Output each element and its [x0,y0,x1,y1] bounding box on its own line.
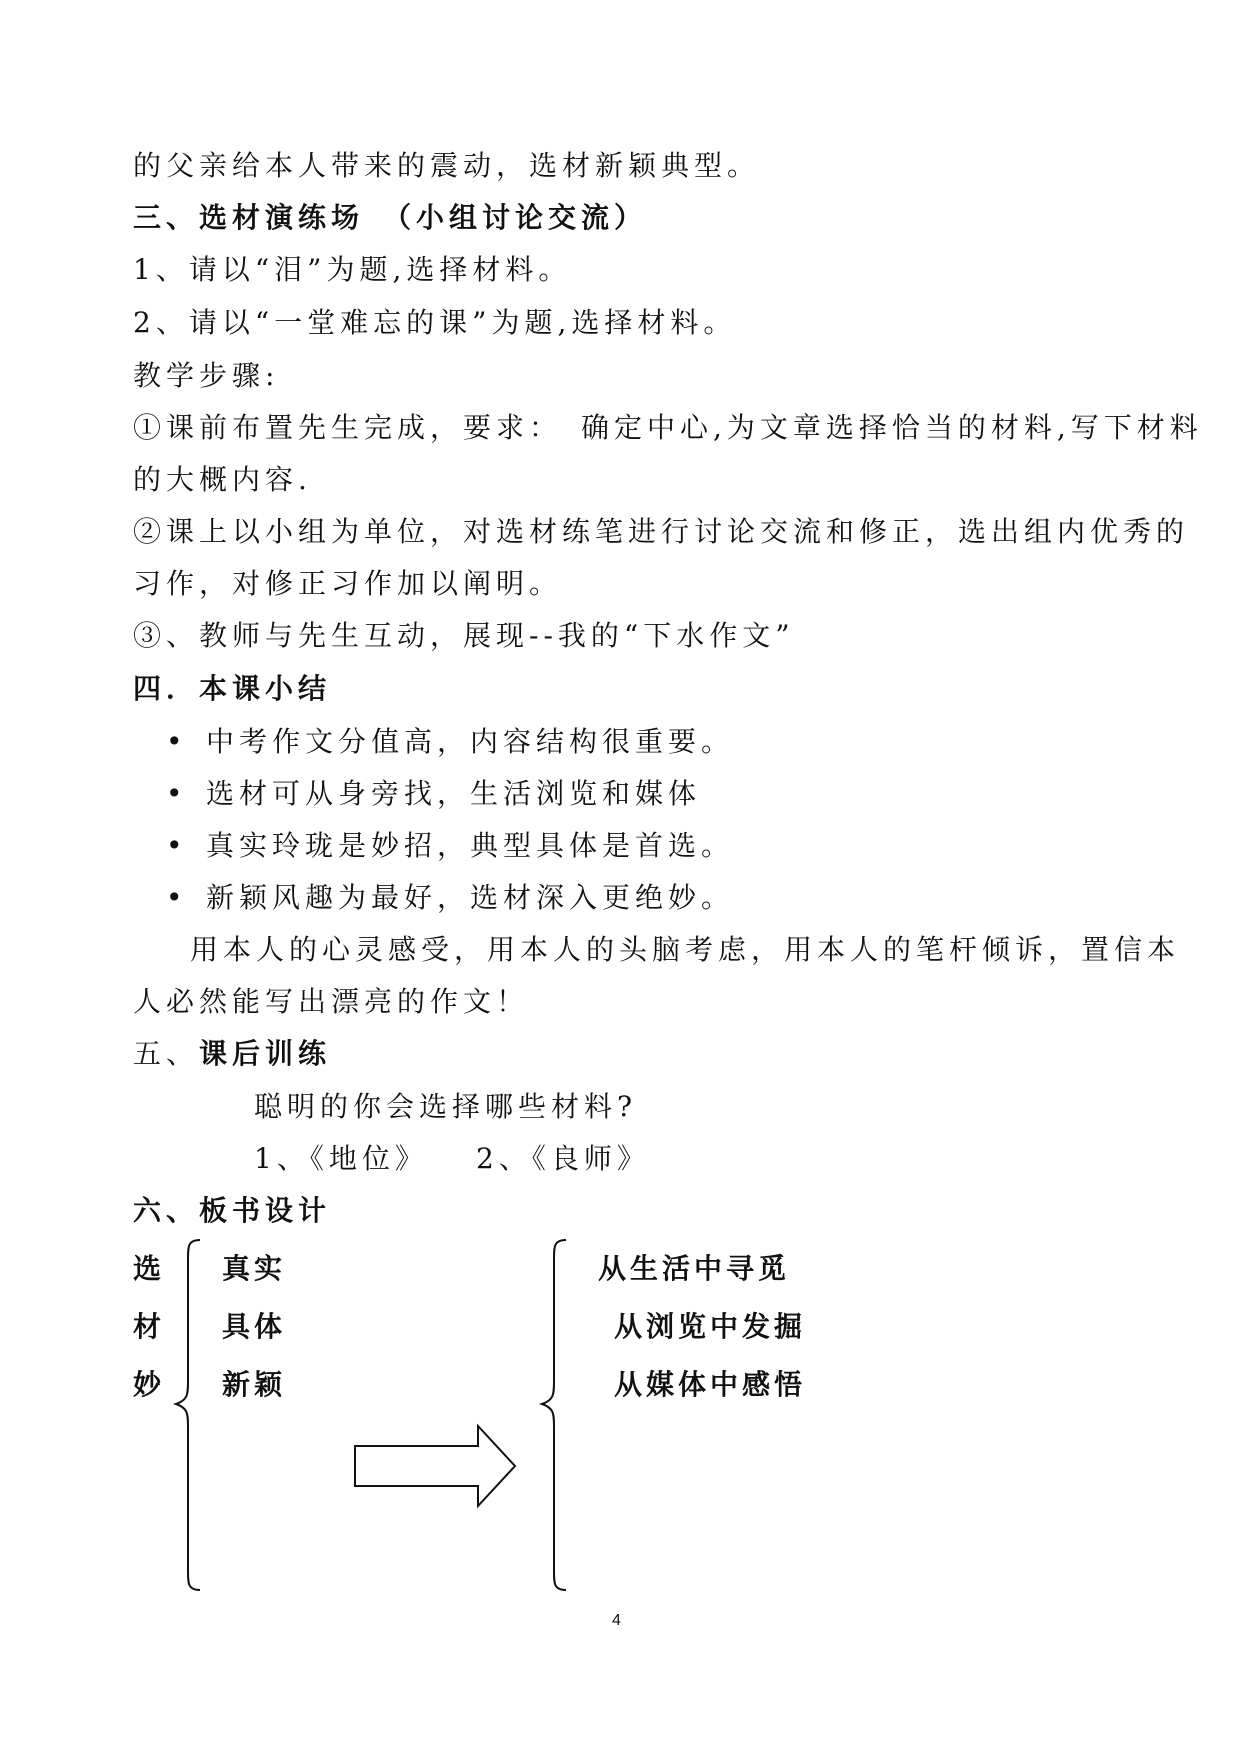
board-right-item: 从媒体中感悟 [614,1368,807,1401]
question-1: 1、请以“泪”为题,选择材料。 [133,253,572,286]
step-1-line-1: ①课前布置先生完成，要求： 确定中心,为文章选择恰当的材料,写下材料 [133,411,1203,444]
summary-item: 中考作文分值高，内容结构很重要。 [206,725,735,758]
board-middle-item: 新颖 [222,1368,287,1401]
homework-item-1: 1、《地位》 [254,1142,428,1175]
paragraph-continuation: 的父亲给本人带来的震动，选材新颖典型。 [133,149,761,182]
board-left-char: 材 [133,1310,166,1343]
homework-item-2: 2、《良师》 [476,1142,650,1175]
arrow-right-icon [355,1426,515,1506]
page-number: 4 [612,1612,621,1629]
step-2-line-1: ②课上以小组为单位，对选材练笔进行讨论交流和修正，选出组内优秀的 [133,515,1190,548]
closing-line-1: 用本人的心灵感受，用本人的头脑考虑，用本人的笔杆倾诉，置信本 [190,933,1181,966]
board-middle-item: 具体 [222,1310,287,1343]
board-right-item: 从浏览中发掘 [614,1310,807,1343]
board-middle-item: 真实 [222,1252,287,1285]
summary-item: 真实玲珑是妙招，典型具体是首选。 [206,829,735,862]
right-brace [542,1240,566,1590]
section-heading-6: 六、板书设计 [133,1194,332,1227]
closing-line-2: 人必然能写出漂亮的作文！ [133,985,530,1018]
step-1-line-2: 的大概内容. [133,463,312,496]
homework-question: 聪明的你会选择哪些材料? [254,1090,638,1123]
step-3: ③、教师与先生互动，展现--我的“下水作文” [133,619,795,652]
board-right-item: 从生活中寻觅 [598,1252,791,1285]
step-2-line-2: 习作，对修正习作加以阐明。 [133,567,563,600]
bullet-symbol: • [166,777,183,810]
steps-title: 教学步骤: [133,359,280,392]
section-heading-4: 四．本课小结 [133,672,332,705]
summary-item: 选材可从身旁找，生活浏览和媒体 [206,777,702,810]
board-left-char: 选 [133,1252,166,1285]
bullet-symbol: • [166,829,183,862]
section-heading-3: 三、选材演练场 （小组讨论交流） [133,201,648,234]
board-left-char: 妙 [133,1368,166,1401]
summary-item: 新颖风趣为最好，选材深入更绝妙。 [206,881,735,914]
question-2: 2、请以“一堂难忘的课”为题,选择材料。 [133,306,737,339]
section-heading-5-title: 课后训练 [199,1037,332,1070]
bullet-symbol: • [166,725,183,758]
section-heading-5-prefix: 五、 [133,1037,200,1070]
bullet-symbol: • [166,881,183,914]
left-brace [176,1240,200,1590]
